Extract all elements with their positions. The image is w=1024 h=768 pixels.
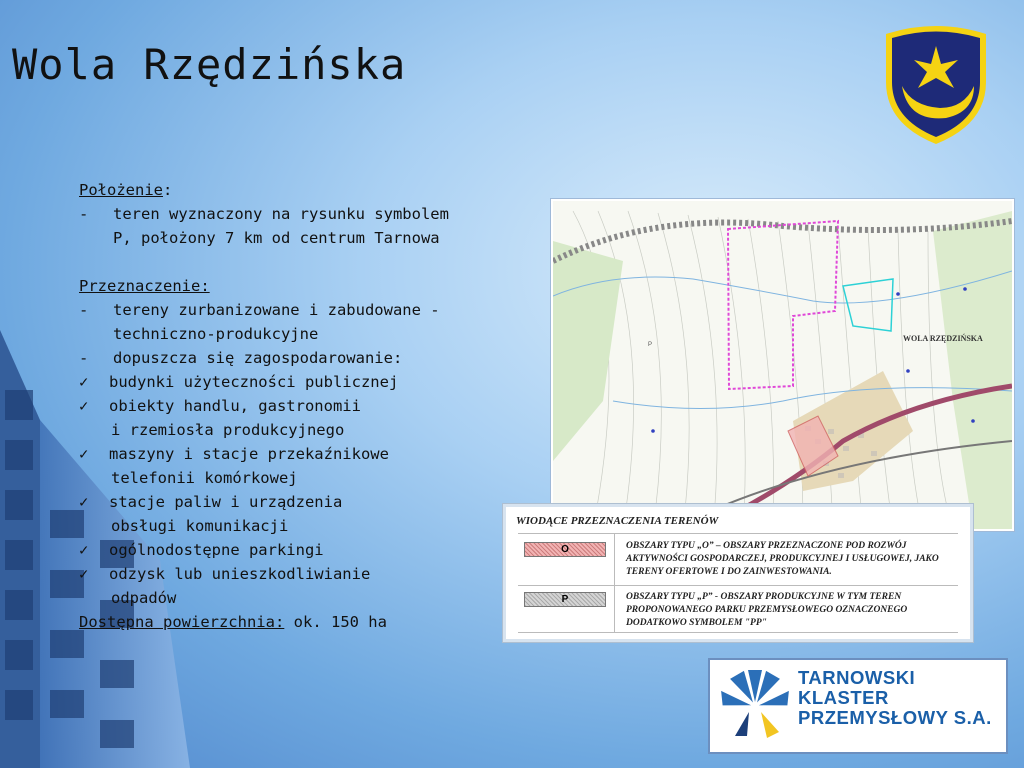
site-map <box>551 199 1014 531</box>
area-line <box>79 610 519 634</box>
purpose-item: - tereny zurbanizowane i zabudowane - <box>79 301 440 319</box>
purpose-heading-line <box>79 274 519 298</box>
checkmark-icon: ✓ <box>79 445 89 463</box>
cluster-logo-text: TARNOWSKI KLASTER PRZEMYSŁOWY S.A. <box>798 667 992 728</box>
legend-row-p <box>518 585 958 633</box>
page-title: Wola Rzędzińska <box>12 40 407 89</box>
check-item-continued: i rzemiosła produkcyjnego <box>111 421 345 439</box>
purpose-heading: Przeznaczenie: <box>79 277 210 295</box>
check-item: ✓ budynki użyteczności publicznej <box>79 370 519 394</box>
city-emblem <box>878 20 994 148</box>
location-item: P, położony 7 km od centrum Tarnowa <box>113 229 440 247</box>
legend-swatch-o: O <box>524 542 606 557</box>
purpose-item: - dopuszcza się zagospodarowanie: <box>79 349 403 367</box>
check-item-continued: obsługi komunikacji <box>111 517 289 535</box>
checkmark-icon: ✓ <box>79 397 89 415</box>
content-text-block <box>79 178 519 634</box>
check-item: ✓ obiekty handlu, gastronomii <box>79 394 519 418</box>
legend-text-o: OBSZARY TYPU „O” – OBSZARY PRZEZNACZONE POD ROZWÓJ AKTYWNOŚCI GOSPODARCZEJ, PRODUKCYJNEJ I USŁUGOWEJ, JAKO TERENY OFERTOWE I DO ZAINWESTOWANIA. <box>626 541 939 577</box>
star-logo-icon <box>714 664 796 748</box>
checkmark-icon: ✓ <box>79 541 89 559</box>
check-item-continued: odpadów <box>111 589 177 607</box>
check-item: ✓ ogólnodostępne parkingi <box>79 538 519 562</box>
checkmark-icon: ✓ <box>79 373 89 391</box>
area-label: Dostępna powierzchnia: <box>79 613 285 631</box>
checkmark-icon: ✓ <box>79 493 89 511</box>
checkmark-icon: ✓ <box>79 565 89 583</box>
location-heading: Położenie <box>79 181 163 199</box>
check-item: ✓ odzysk lub unieszkodliwianie <box>79 562 519 586</box>
location-heading-line: Położenie: <box>79 181 173 199</box>
area-value: ok. 150 ha <box>293 613 387 631</box>
map-zone-label: P <box>648 342 653 348</box>
check-item: ✓ stacje paliw i urządzenia <box>79 490 519 514</box>
map-place-label: WOLA RZĘDZIŃSKA <box>903 334 983 343</box>
location-item: - teren wyznaczony na rysunku symbolem <box>79 205 449 223</box>
cluster-logo <box>708 658 1008 754</box>
legend-text-p: OBSZARY TYPU „P” - OBSZARY PRODUKCYJNE W TYM TEREN PROPONOWANEGO PARKU PRZEMYSŁOWEGO OZNACZONEGO DODATKOWO SYMBOLEM "PP" <box>626 592 908 628</box>
map-drawing <box>553 201 1012 529</box>
map-legend <box>503 504 973 642</box>
legend-row-o <box>518 533 958 586</box>
purpose-item: techniczno-produkcyjne <box>113 325 319 343</box>
legend-swatch-p: P <box>524 592 606 607</box>
check-item: ✓ maszyny i stacje przekaźnikowe <box>79 442 519 466</box>
check-item-continued: telefonii komórkowej <box>111 469 298 487</box>
legend-title: WIODĄCE PRZEZNACZENIA TERENÓW <box>516 515 719 527</box>
